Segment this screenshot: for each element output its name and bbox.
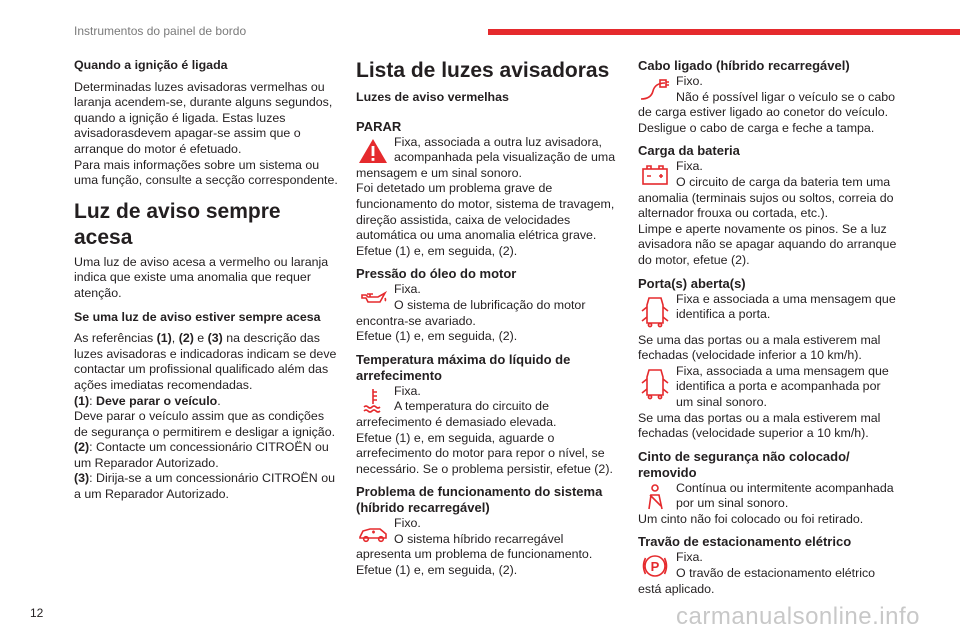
oil-action: Efetue (1) e, em seguida, (2).: [356, 329, 518, 344]
page-number: 12: [30, 606, 44, 620]
red-lights-subtitle: Luzes de aviso vermelhas: [356, 90, 509, 104]
door-open-icon: [638, 365, 672, 405]
references-paragraph: As referências (1), (2) e (3) na descrição das luzes avisadoras e indicadoras indicam se deve contactar um profissional qualificado além das ações imediatas recomendadas.: [74, 331, 337, 392]
battery-action: Limpe e aperte novamente os pinos. Se a luz avisadora não se apagar aquando do arranque do motor, efetue (2).: [638, 221, 897, 267]
stop-text: Foi detetado um problema grave de funcionamento do motor, sistema de travagem, direção assistida, caixa de velocidades automática ou uma anomalia elétrica grave.: [356, 181, 615, 243]
section-text: Uma luz de aviso acesa a vermelho ou laranja indica que existe uma anomalia que requer atenção.: [74, 254, 329, 300]
hybrid-block: Fixo. O sistema híbrido recarregável apresenta um problema de funcionamento.: [356, 516, 593, 562]
coolant-heading: Temperatura máxima do líquido de arrefecimento: [356, 351, 571, 383]
column-middle: [356, 58, 620, 579]
column-right: [638, 58, 900, 597]
stop-warning-icon: [356, 136, 390, 166]
battery-icon: [638, 160, 672, 190]
stop-heading: PARAR: [356, 118, 402, 134]
cable-block: Fixo. Não é possível ligar o veículo se o cabo de carga estiver ligado ao conetor do veículo.: [638, 74, 896, 120]
header-accent-bar: [488, 29, 960, 35]
running-header: Instrumentos do painel de bordo: [74, 24, 247, 38]
parking-brake-heading: Travão de estacionamento elétrico: [638, 534, 852, 550]
seatbelt-heading: Cinto de segurança não colocado/ removido: [638, 448, 850, 480]
stop-action: Efetue (1) e, em seguida, (2).: [356, 243, 518, 258]
door-text-1: Se uma das portas ou a mala estiverem mal fechadas (velocidade inferior a 10 km/h).: [638, 332, 881, 363]
always-on-heading: Se uma luz de aviso estiver sempre acesa: [74, 309, 321, 324]
watermark: carmanualsonline.info: [676, 603, 920, 630]
svg-text:P: P: [650, 559, 660, 575]
hybrid-action: Efetue (1) e, em seguida, (2).: [356, 563, 518, 578]
coolant-action: Efetue (1) e, em seguida, aguarde o arrefecimento do motor para repor o nível, se necessário. Se o problema persistir, efetue (2).: [356, 430, 613, 476]
ignition-text: Determinadas luzes avisadoras vermelhas ou laranja acendem-se, durante alguns segundos, quando a ignição é ligada. Estas luzes avisadorasdevem apagar-se assim que o arranque do motor é efetuado.: [74, 79, 333, 156]
hybrid-heading: Problema de funcionamento do sistema (híbrido recarregável): [356, 484, 603, 516]
column-left: [74, 58, 338, 503]
ignition-text-more: Para mais informações sobre um sistema ou uma função, consulte a secção correspondente.: [74, 157, 338, 188]
battery-heading: Carga da bateria: [638, 143, 740, 159]
parking-brake-icon: [638, 551, 672, 581]
ref-3-text: (3): Dirija-se a um concessionário CITROËN ou a um Reparador Autorizado.: [74, 471, 335, 502]
charging-cable-icon: [638, 75, 672, 105]
oil-can-icon: [356, 283, 390, 313]
ref-1-line: (1): Deve parar o veículo.: [74, 393, 221, 408]
coolant-block: Fixa. A temperatura do circuito de arrefecimento é demasiado elevada.: [356, 383, 557, 429]
stop-block: Fixa, associada a outra luz avisadora, acompanhada pela visualização de uma mensagem e um sinal sonoro.: [356, 134, 616, 180]
seatbelt-block: Contínua ou intermitente acompanhada por um sinal sonoro.: [638, 481, 900, 512]
hybrid-fault-car-icon: [356, 517, 390, 547]
door-open-icon: [638, 293, 672, 333]
oil-block: Fixa. O sistema de lubrificação do motor encontra-se avariado.: [356, 282, 586, 328]
cable-heading: Cabo ligado (híbrido recarregável): [638, 58, 850, 73]
door-block-1: Fixa e associada a uma mensagem que identifica a porta.: [638, 292, 900, 333]
door-text-2: Se uma das portas ou a mala estiverem mal fechadas (velocidade superior a 10 km/h).: [638, 410, 881, 441]
ref-1-text: Deve parar o veículo assim que as condições de segurança o permitirem e desligar a ignição.: [74, 409, 336, 439]
battery-block: Fixa. O circuito de carga da bateria tem uma anomalia (terminais sujos ou soltos, correia do alternador frouxa ou cortada, etc.).: [638, 159, 894, 221]
ref-2-text: (2): Contacte um concessionário CITROËN ou um Reparador Autorizado.: [74, 440, 329, 470]
coolant-temperature-icon: [356, 385, 390, 415]
seatbelt-text: Um cinto não foi colocado ou foi retirado.: [638, 511, 864, 526]
doors-heading: Porta(s) aberta(s): [638, 275, 746, 291]
cable-action: Desligue o cabo de carga e feche a tampa.: [638, 120, 875, 135]
door-block-2: Fixa, associada a uma mensagem que identifica a porta e acompanhada por um sinal sonoro.: [638, 364, 900, 411]
seatbelt-icon: [638, 482, 672, 512]
oil-heading: Pressão do óleo do motor: [356, 266, 517, 282]
parking-brake-block: P Fixa. O travão de estacionamento elétrico está aplicado.: [638, 550, 876, 596]
section-title: Luz de aviso sempre acesa: [74, 199, 281, 249]
list-title: Lista de luzes avisadoras: [356, 59, 610, 82]
ignition-heading: Quando a ignição é ligada: [74, 58, 228, 72]
